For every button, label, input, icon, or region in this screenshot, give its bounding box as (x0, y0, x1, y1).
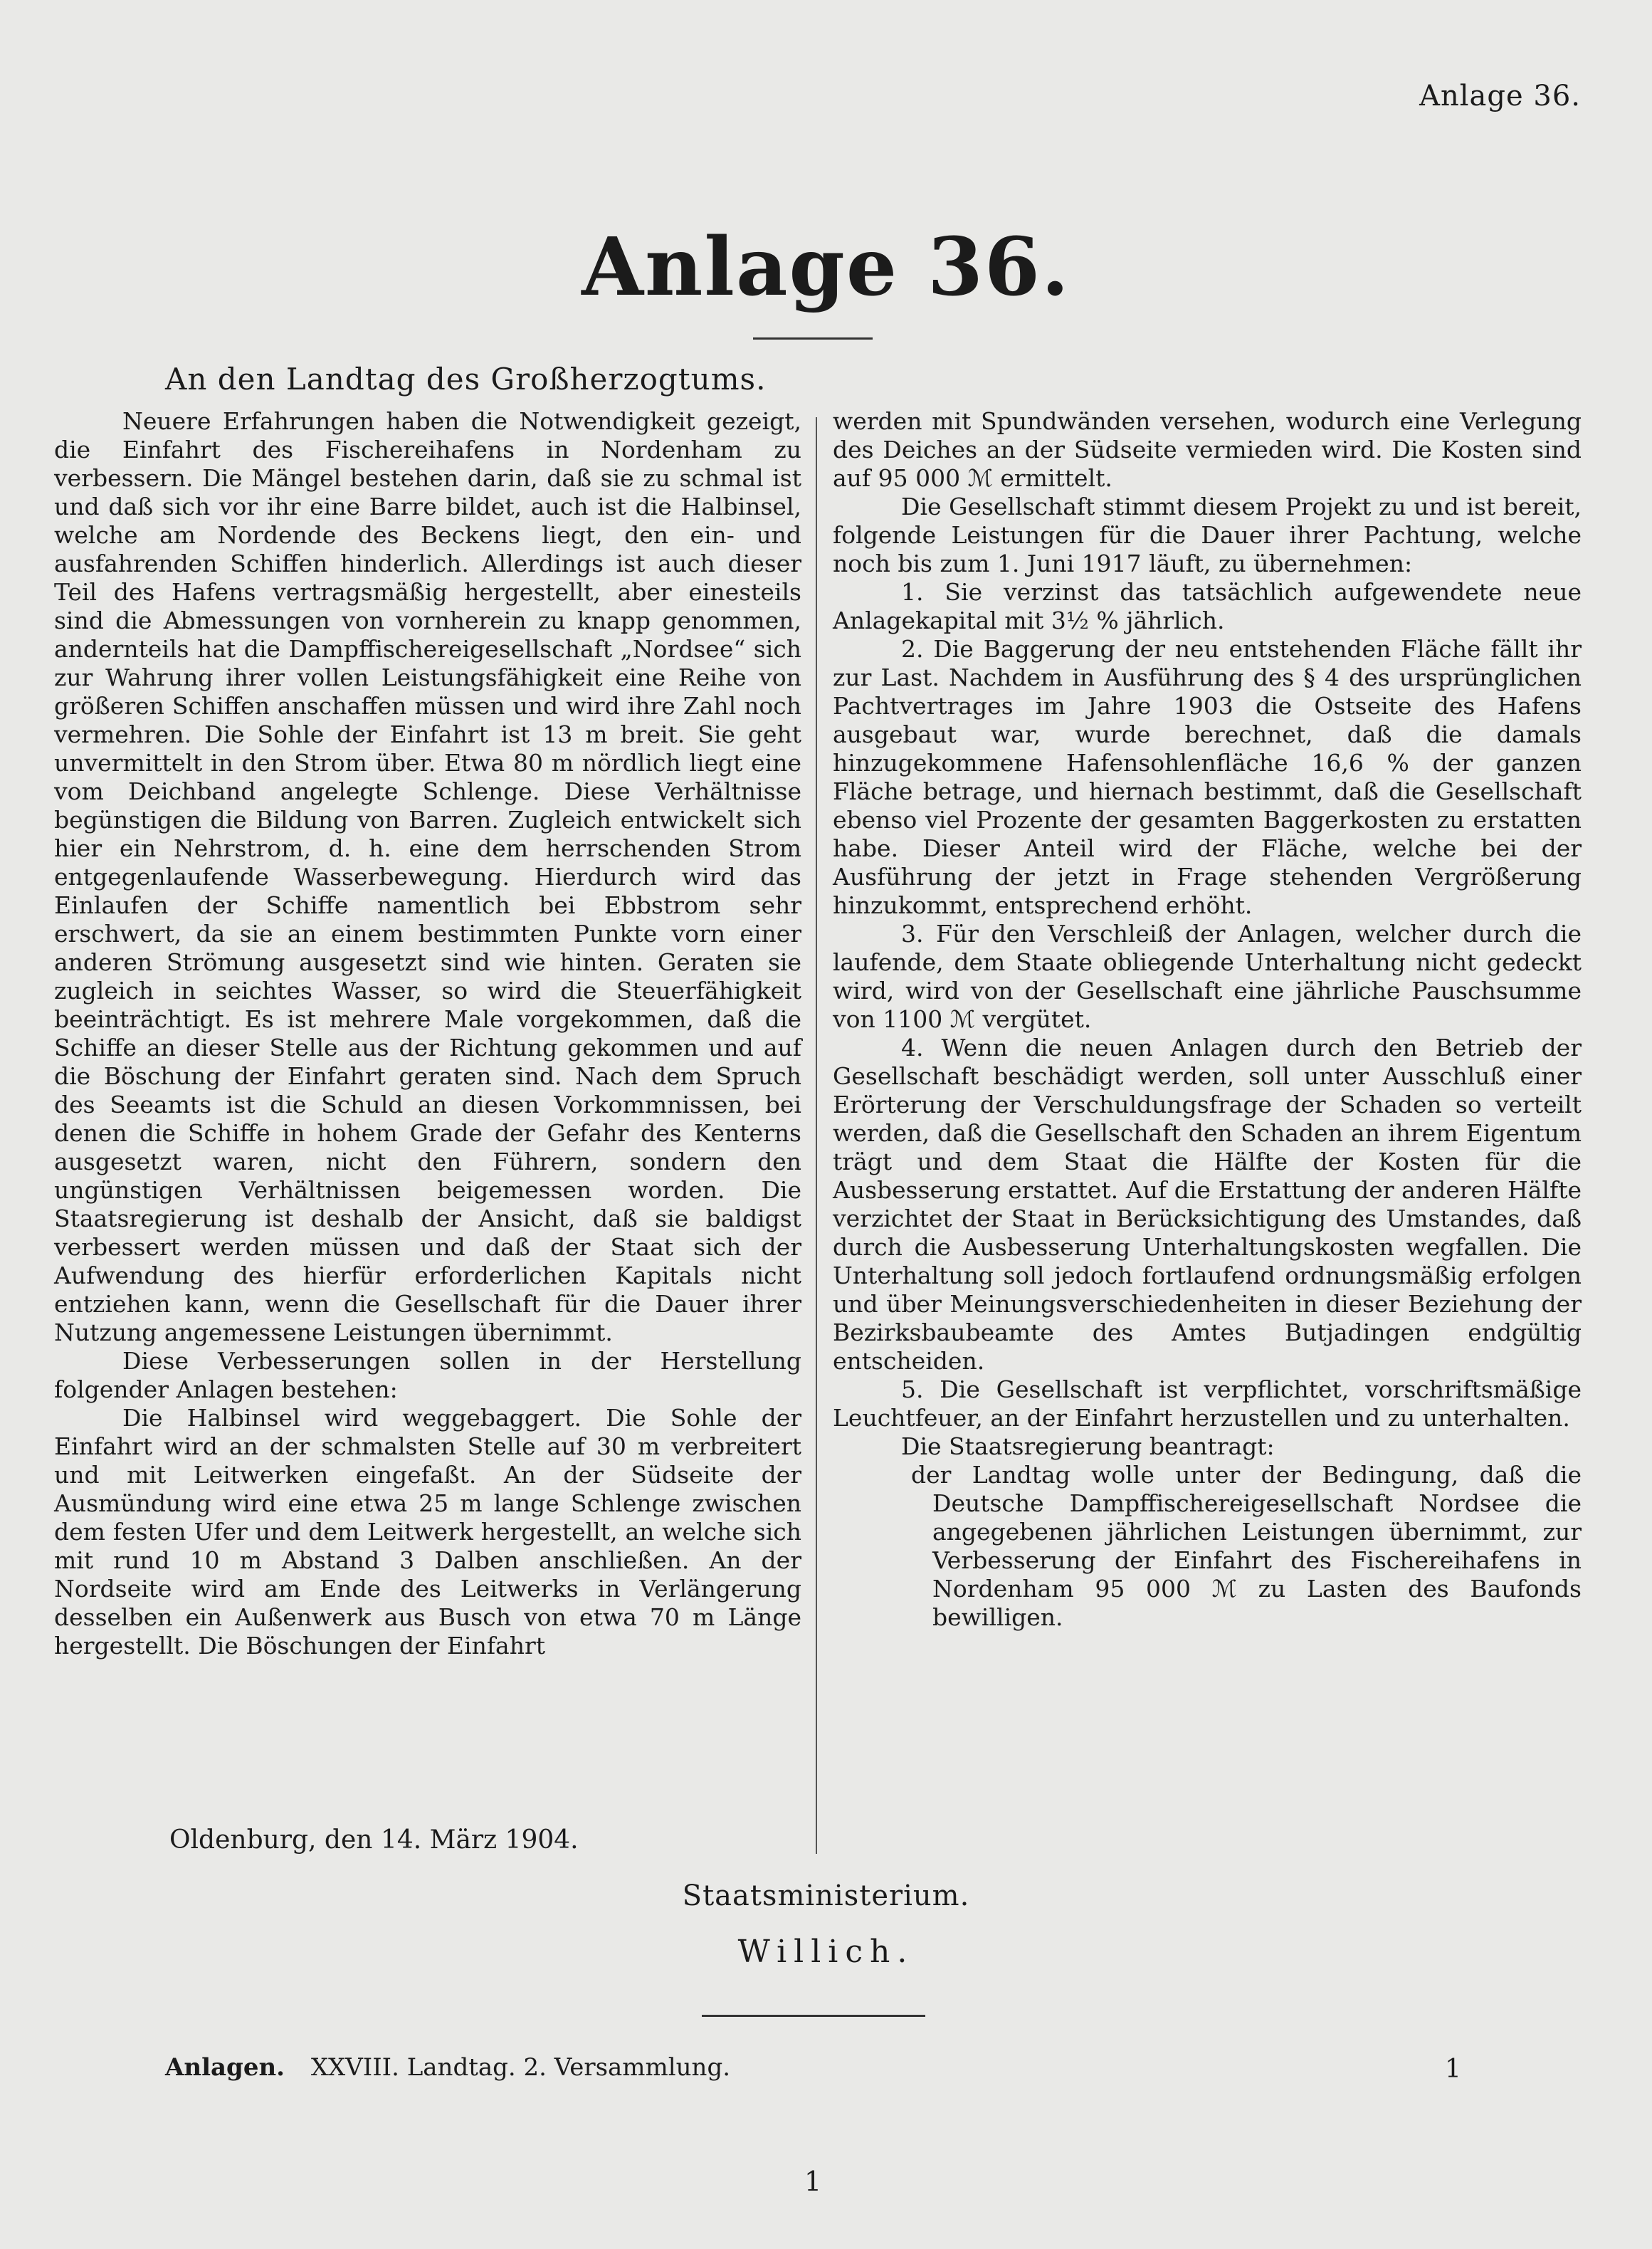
footer-divider (702, 2015, 925, 2017)
left-column (54, 407, 801, 1660)
right-column (833, 407, 1582, 1632)
minister-signature: Willich. (737, 1934, 915, 1970)
sheet-number: 1 (1445, 2055, 1461, 2084)
list-item: 5. Die Gesellschaft ist verpflichtet, vorschriftsmäßige Leuchtfeuer, an der Einfahrt herzustellen und zu unterhalten. (833, 1375, 1582, 1432)
running-head: Anlage 36. (1419, 80, 1581, 112)
list-item: 1. Sie verzinst das tatsächlich aufgewendete neue Anlagekapital mit 3½ % jährlich. (833, 578, 1582, 634)
request-intro: Die Staatsregierung beantragt: (901, 1432, 1275, 1460)
paragraph: Die Halbinsel wird weggebaggert. Die Sohle der Einfahrt wird an der schmalsten Stelle auf 30 m verbreitert und mit Leitwerken eingefaßt. An der Südseite der Ausmündung wird eine etwa 25 m lange Schlenge zwischen dem festen Ufer und dem Leitwerk hergestellt, an welche sich mit rund 10 m Abstand 3 Dalben anschließen. An der Nordseite wird am Ende des Leitwerks in Verlängerung desselben ein Außenwerk aus Busch von etwa 70 m Länge hergestellt. Die Böschungen der Einfahrt (54, 1404, 801, 1660)
column-divider (816, 417, 817, 1854)
addressee-line: An den Landtag des Großherzogtums. (165, 362, 767, 397)
ministry-signature: Staatsministerium. (682, 1880, 970, 1912)
footer-label: Anlagen. (165, 2053, 285, 2082)
title-divider (753, 337, 873, 340)
paragraph: werden mit Spundwänden versehen, wodurch eine Verlegung des Deiches an der Südseite vermieden wird. Die Kosten sind auf 95 000 ℳ ermittelt. (833, 407, 1582, 492)
request-text: der Landtag wolle unter der Bedingung, daß die Deutsche Dampffischereigesellschaft Nordsee die angegebenen jährlichen Leistungen übernimmt, zur Verbesserung der Einfahrt des Fischereihafens in Nordenham 95 000 ℳ zu Lasten des Baufonds bewilligen. (911, 1461, 1582, 1631)
page-number: 1 (804, 2166, 822, 2197)
list-item: 4. Wenn die neuen Anlagen durch den Betrieb der Gesellschaft beschädigt werden, soll unter Ausschluß einer Erörterung der Verschuldungsfrage der Schaden so verteilt werden, daß die Gesellschaft den Schaden an ihrem Eigentum trägt und dem Staat die Hälfte der Kosten für die Ausbesserung erstattet. Auf die Erstattung der anderen Hälfte verzichtet der Staat in Berücksichtigung des Umstandes, daß durch die Ausbesserung Unterhaltungskosten wegfallen. Die Unterhaltung soll jedoch fortlaufend ordnungsmäßig erfolgen und über Meinungsverschiedenheiten in dieser Beziehung der Bezirksbaubeamte des Amtes Butjadingen endgültig entscheiden. (833, 1034, 1582, 1375)
place-date: Oldenburg, den 14. März 1904. (169, 1825, 579, 1855)
footer-session-line (165, 2053, 730, 2082)
list-item: 3. Für den Verschleiß der Anlagen, welcher durch die laufende, dem Staate obliegende Unterhaltung nicht gedeckt wird, wird von der Gesellschaft eine jährliche Pauschsumme von 1100 ℳ vergütet. (833, 920, 1582, 1033)
footer-session: XXVIII. Landtag. 2. Versammlung. (310, 2053, 731, 2082)
paragraph: Diese Verbesserungen sollen in der Herstellung folgender Anlagen bestehen: (54, 1347, 801, 1403)
list-item: 2. Die Baggerung der neu entstehenden Fläche fällt ihr zur Last. Nachdem in Ausführung des § 4 des ursprünglichen Pachtvertrages im Jahre 1903 die Ostseite des Hafens ausgebaut war, wurde berechnet, daß die damals hinzugekommene Hafensohlenfläche 16,6 % der ganzen Fläche betrage, und hiernach bestimmt, daß die Gesellschaft ebenso viel Prozente der gesamten Baggerkosten zu erstatten habe. Dieser Anteil wird der Fläche, welche bei der Ausführung der jetzt in Frage stehenden Vergrößerung hinzukommt, entsprechend erhöht. (833, 635, 1582, 919)
paragraph: Neuere Erfahrungen haben die Notwendigkeit gezeigt, die Einfahrt des Fischereihafens in Nordenham zu verbessern. Die Mängel bestehen darin, daß sie zu schmal ist und daß sich vor ihr eine Barre bildet, auch ist die Halbinsel, welche am Nordende des Beckens liegt, den ein- und ausfahrenden Schiffen hinderlich. Allerdings ist auch dieser Teil des Hafens vertragsmäßig hergestellt, aber einesteils sind die Abmessungen von vornherein zu knapp genommen, andernteils hat die Dampffischereigesellschaft „Nordsee“ sich zur Wahrung ihrer vollen Leistungsfähigkeit eine Reihe von größeren Schiffen anschaffen müssen und wird ihre Zahl noch vermehren. Die Sohle der Einfahrt ist 13 m breit. Sie geht unvermittelt in den Strom über. Etwa 80 m nördlich liegt eine vom Deichband angelegte Schlenge. Diese Verhältnisse begünstigen die Bildung von Barren. Zugleich entwickelt sich hier ein Nehrstrom, d. h. eine dem herrschenden Strom entgegenlaufende Wasserbewegung. Hierdurch wird das Einlaufen der Schiffe namentlich bei Ebbstrom sehr erschwert, da sie an einem bestimmten Punkte vorn einer anderen Strömung ausgesetzt sind wie hinten. Geraten sie zugleich in seichtes Wasser, so wird die Steuerfähigkeit beeinträchtigt. Es ist mehrere Male vorgekommen, daß die Schiffe an dieser Stelle aus der Richtung gekommen und auf die Böschung der Einfahrt geraten sind. Nach dem Spruch des Seeamts ist die Schuld an diesen Vorkommnissen, bei denen die Schiffe in hohem Grade der Gefahr des Kenterns ausgesetzt waren, nicht den Führern, sondern den ungünstigen Verhältnissen beigemessen worden. Die Staatsregierung ist deshalb der Ansicht, daß sie baldigst verbessert werden müssen und daß der Staat sich der Aufwendung des hierfür erforderlichen Kapitals nicht entziehen kann, wenn die Gesellschaft für die Dauer ihrer Nutzung angemessene Leistungen übernimmt. (54, 407, 801, 1346)
page-title: Anlage 36. (582, 221, 1070, 314)
paragraph: Die Gesellschaft stimmt diesem Projekt zu und ist bereit, folgende Leistungen für die Dauer ihrer Pachtung, welche noch bis zum 1. Juni 1917 läuft, zu übernehmen: (833, 493, 1582, 577)
